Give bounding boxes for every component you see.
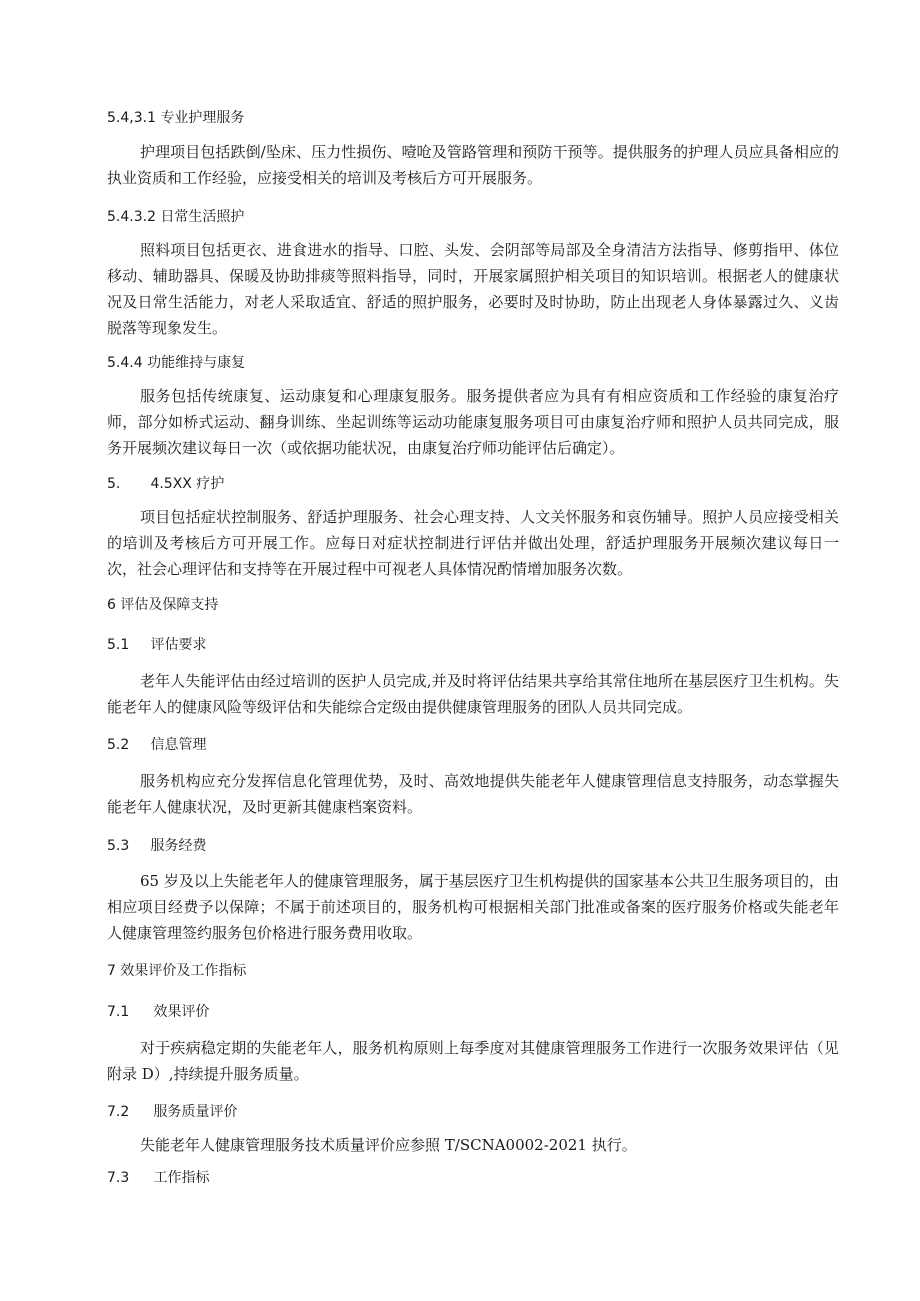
section-heading-7-2: [107, 1102, 237, 1122]
section-heading-5-4-3-2: [107, 207, 244, 227]
section-title: 服务经费: [150, 838, 207, 854]
section-heading-5-4-3-1: [107, 108, 244, 128]
paragraph-daily-care: 照料项目包括更衣、进食进水的指导、口腔、头发、会阴部等局部及全身清洁方法指导、修剪指甲、体位移动、辅助器具、保暖及协助排痰等照料指导，同时，开展家属照护相关项目的知识培训。根据老人的健康状况及日常生活能力，对老人采取适宜、舒适的照护服务，必要时及时协助，防止出现老人身体暴露过久、义齿脱落等现象发生。: [107, 241, 839, 337]
section-heading-5-4-5: [107, 474, 224, 494]
section-heading-5-3: [107, 836, 206, 856]
section-number: 6: [107, 597, 116, 613]
section-number: 5.3: [107, 838, 130, 854]
paragraph-assessment-requirements: 老年人失能评估由经过培训的医护人员完成,并及时将评估结果共享给其常住地所在基层医疗卫生机构。失能老年人的健康风险等级评估和失能综合定级由提供健康管理服务的团队人员共同完成。: [107, 672, 839, 716]
paragraph-quality-evaluation: 失能老年人健康管理服务技术质量评价应参照 T/SCNA0002-2021 执行。: [140, 1136, 637, 1154]
section-heading-5-2: [107, 735, 206, 755]
section-heading-7-3: [107, 1168, 209, 1188]
section-heading-7: [107, 961, 246, 981]
section-number: 7.3: [107, 1170, 130, 1186]
paragraph-information-management: 服务机构应充分发挥信息化管理优势，及时、高效地提供失能老年人健康管理信息支持服务，动态掌握失能老年人健康状况，及时更新其健康档案资料。: [107, 772, 839, 816]
paragraph-rehabilitation: 服务包括传统康复、运动康复和心理康复服务。服务提供者应为具有有相应资质和工作经验的康复治疗师，部分如桥式运动、翻身训练、坐起训练等运动功能康复服务项目可由康复治疗师和照护人员共同完成，服务开展频次建议每日一次（或依据功能状况，由康复治疗师功能评估后确定）。: [107, 387, 839, 457]
section-title: 信息管理: [150, 737, 207, 753]
section-number: 5.1: [107, 637, 130, 653]
section-number: 5.2: [107, 737, 130, 753]
section-number: 5.4.4: [107, 355, 143, 371]
section-title: 评估要求: [150, 637, 207, 653]
section-title: 服务质量评价: [153, 1104, 238, 1120]
section-number: 7.2: [107, 1104, 130, 1120]
section-title: 工作指标: [153, 1170, 210, 1186]
section-number: 5.4.3.2: [107, 209, 156, 225]
paragraph-effect-evaluation: 对于疾病稳定期的失能老年人，服务机构原则上每季度对其健康管理服务工作进行一次服务效果评估（见附录 D）,持续提升服务质量。: [107, 1039, 839, 1083]
section-title: 日常生活照护: [160, 209, 245, 225]
section-number: 5.: [107, 476, 121, 492]
section-heading-5-4-4: [107, 353, 245, 373]
section-number: 7: [107, 963, 116, 979]
paragraph-service-funding: 65 岁及以上失能老年人的健康管理服务，属于基层医疗卫生机构提供的国家基本公共卫生服务项目的，由相应项目经费予以保障；不属于前述项目的，服务机构可根据相关部门批准或备案的医疗服务价格或失能老年人健康管理签约服务包价格进行服务费用收取。: [107, 872, 839, 942]
section-number: 5.4,3.1: [107, 110, 156, 126]
section-title: 功能维持与康复: [147, 355, 246, 371]
section-title: 评估及保障支持: [120, 597, 219, 613]
paragraph-palliative-care: 项目包括症状控制服务、舒适护理服务、社会心理支持、人文关怀服务和哀伤辅导。照护人员应接受相关的培训及考核后方可开展工作。应每日对症状控制进行评估并做出处理，舒适护理服务开展频次建议每日一次，社会心理评估和支持等在开展过程中可视老人具体情况酌情增加服务次数。: [107, 508, 839, 578]
section-title: 4.5XX 疗护: [150, 476, 225, 492]
section-number: 7.1: [107, 1004, 130, 1020]
section-title: 效果评价: [153, 1004, 210, 1020]
section-title: 专业护理服务: [160, 110, 245, 126]
section-heading-6: [107, 595, 218, 615]
section-heading-5-1: [107, 635, 206, 655]
section-heading-7-1: [107, 1002, 209, 1022]
paragraph-professional-nursing: 护理项目包括跌倒/坠床、压力性损伤、噎呛及管路管理和预防干预等。提供服务的护理人员应具备相应的执业资质和工作经验，应接受相关的培训及考核后方可开展服务。: [107, 143, 839, 187]
section-title: 效果评价及工作指标: [120, 963, 247, 979]
